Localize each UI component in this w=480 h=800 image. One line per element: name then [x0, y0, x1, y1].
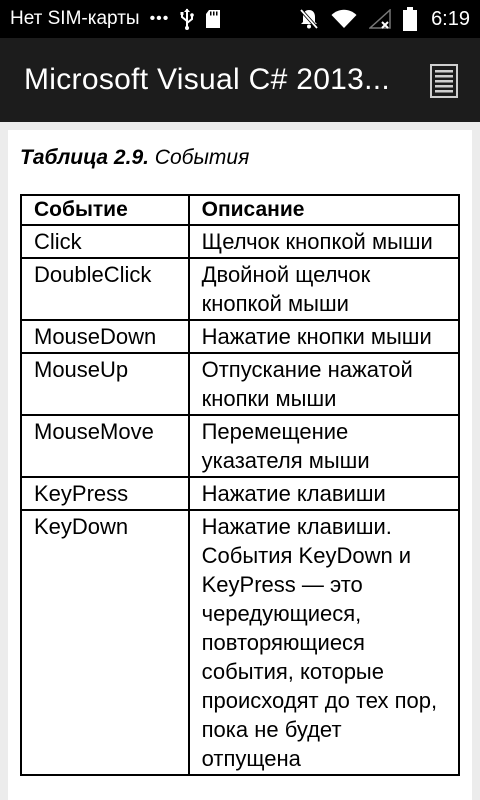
description-cell: Нажатие кнопки мыши: [189, 320, 459, 353]
table-row: [21, 258, 459, 320]
description-cell: Двойной щелчок кнопкой мыши: [189, 258, 459, 320]
wifi-icon: [331, 9, 357, 29]
event-cell: MouseUp: [21, 353, 189, 415]
event-cell: KeyDown: [21, 510, 189, 775]
description-cell: Перемещение указателя мыши: [189, 415, 459, 477]
mute-icon: [299, 8, 319, 30]
table-row: [21, 353, 459, 415]
usb-icon: [179, 8, 195, 30]
app-bar: [0, 38, 480, 122]
sd-card-icon: [205, 9, 221, 29]
battery-icon: [403, 7, 417, 31]
table-caption: [20, 146, 249, 170]
table-caption-label: Таблица 2.9.: [20, 146, 149, 169]
more-notifications-indicator: •••: [149, 10, 170, 27]
description-cell: Щелчок кнопкой мыши: [189, 225, 459, 258]
page-content: [8, 130, 472, 800]
events-table: [20, 194, 460, 776]
event-cell: MouseDown: [21, 320, 189, 353]
description-cell: Нажатие клавиши: [189, 477, 459, 510]
table-caption-text: События: [148, 146, 250, 169]
table-row: [21, 225, 459, 258]
event-cell: KeyPress: [21, 477, 189, 510]
column-header-event: Событие: [21, 195, 189, 225]
status-right: [299, 0, 470, 38]
table-row: [21, 415, 459, 477]
document-list-icon: [430, 64, 458, 98]
clock: 6:19: [431, 7, 470, 30]
event-cell: Click: [21, 225, 189, 258]
event-cell: DoubleClick: [21, 258, 189, 320]
no-signal-icon: [369, 9, 391, 29]
app-title: Microsoft Visual C# 2013...: [24, 63, 391, 96]
table-of-contents-button[interactable]: [430, 64, 458, 98]
status-left: [10, 0, 221, 38]
carrier-label: Нет SIM-карты: [10, 8, 140, 29]
table-row: [21, 510, 459, 775]
column-header-description: Описание: [189, 195, 459, 225]
table-row: [21, 477, 459, 510]
description-cell: Отпускание нажатой кнопки мыши: [189, 353, 459, 415]
event-cell: MouseMove: [21, 415, 189, 477]
description-cell: Нажатие клавиши. События KeyDown и KeyPress — это чередующиеся, повторяющиеся события, которые происходят до тех пор, пока не будет отпущена: [189, 510, 459, 775]
status-bar: [0, 0, 480, 38]
table-row: [21, 320, 459, 353]
table-header-row: [21, 195, 459, 225]
